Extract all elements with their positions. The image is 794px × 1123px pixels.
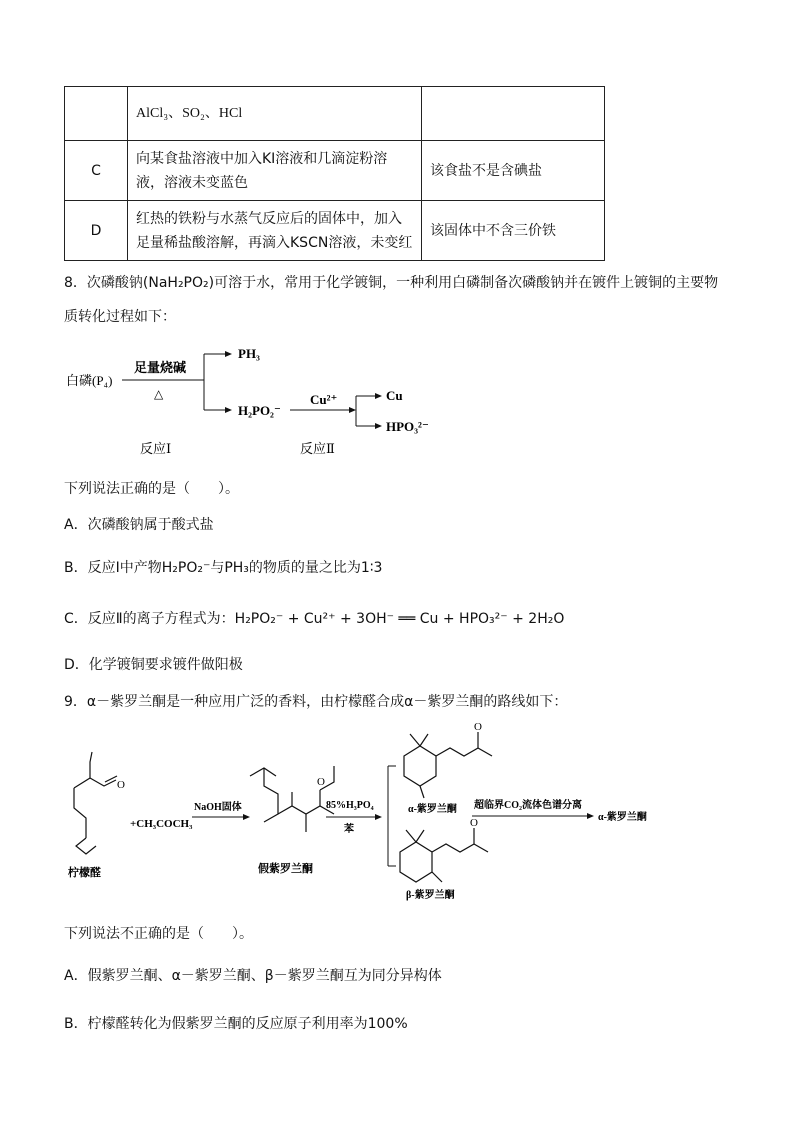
final-product: α-紫罗兰酮 bbox=[598, 812, 647, 823]
pseudoionone-label: 假紫罗兰酮 bbox=[258, 863, 313, 875]
product-cu: Cu bbox=[386, 388, 403, 403]
arrow-head bbox=[225, 351, 232, 357]
experiment-table bbox=[64, 86, 605, 261]
start-material: 白磷(P₄) bbox=[66, 373, 113, 388]
arrow-head bbox=[375, 393, 382, 399]
row-content: 红热的铁粉与水蒸气反应后的固体中，加入足量稀盐酸溶解，再滴入KSCN溶液，未变红 bbox=[128, 201, 422, 261]
product-h2po2: H₂PO₂⁻ bbox=[238, 403, 281, 418]
q8-reaction-diagram bbox=[60, 338, 480, 463]
label-reaction2: 反应Ⅱ bbox=[300, 441, 335, 456]
product-hpo3: HPO₃²⁻ bbox=[386, 419, 429, 434]
svg-text:O: O bbox=[474, 722, 482, 733]
arrow-head bbox=[349, 407, 356, 413]
beta-ionone-structure bbox=[400, 828, 488, 882]
table-row bbox=[65, 201, 605, 261]
arrow-head bbox=[225, 407, 232, 413]
arrow-head bbox=[375, 423, 382, 429]
q8-stem-line1: 8．次磷酸钠(NaH₂PO₂)可溶于水，常用于化学镀铜，一种利用白磷制备次磷酸钠并在镀件上镀铜的主要物 bbox=[64, 275, 719, 291]
q8-option-d: D．化学镀铜要求镀件做阳极 bbox=[64, 657, 243, 673]
svg-text:O: O bbox=[317, 776, 325, 788]
arrow-head bbox=[375, 814, 382, 820]
solvent-benzene: 苯 bbox=[344, 824, 354, 835]
condition1: △ bbox=[154, 387, 164, 401]
q8-prompt: 下列说法正确的是（ ）。 bbox=[64, 481, 239, 497]
arrow-head bbox=[243, 814, 250, 820]
reagent-naoh: NaOH固体 bbox=[194, 802, 242, 813]
alpha-ionone-label: α-紫罗兰酮 bbox=[408, 804, 457, 815]
citral-structure bbox=[74, 752, 117, 854]
row-conclusion bbox=[422, 87, 605, 141]
table-row bbox=[65, 87, 605, 141]
q8-option-b: B．反应Ⅰ中产物H₂PO₂⁻与PH₃的物质的量之比为1∶3 bbox=[64, 560, 383, 576]
q9-prompt: 下列说法不正确的是（ ）。 bbox=[64, 926, 253, 942]
reagent-h3po4: 85%H₃PO₄ bbox=[326, 800, 374, 811]
beta-ionone-label: β-紫罗兰酮 bbox=[406, 890, 455, 901]
q8-stem-line2: 质转化过程如下： bbox=[64, 309, 176, 325]
q9-option-a: A．假紫罗兰酮、α－紫罗兰酮、β－紫罗兰酮互为同分异构体 bbox=[64, 968, 442, 984]
row-conclusion: 该固体中不含三价铁 bbox=[422, 201, 605, 261]
q9-stem: 9．α－紫罗兰酮是一种应用广泛的香料，由柠檬醛合成α－紫罗兰酮的路线如下： bbox=[64, 694, 568, 710]
table-row bbox=[65, 141, 605, 201]
row-label bbox=[65, 87, 128, 141]
separation-label: 超临界CO₂流体色谱分离 bbox=[474, 800, 582, 811]
citral-label: 柠檬醛 bbox=[68, 867, 101, 879]
q8-option-a: A．次磷酸钠属于酸式盐 bbox=[64, 517, 214, 533]
q8-option-c: C．反应Ⅱ的离子方程式为：H₂PO₂⁻ + Cu²⁺ + 3OH⁻ ══ Cu + HPO₃²⁻ + 2H₂O bbox=[64, 611, 565, 627]
q9-option-b: B．柠檬醛转化为假紫罗兰酮的反应原子利用率为100% bbox=[64, 1016, 408, 1032]
row-conclusion: 该食盐不是含碘盐 bbox=[422, 141, 605, 201]
row-label: D bbox=[65, 201, 128, 261]
alpha-ionone-structure bbox=[404, 732, 492, 798]
q9-synthesis-diagram bbox=[64, 722, 684, 907]
reagent1: 足量烧碱 bbox=[134, 360, 187, 375]
acetone: +CH₃COCH₃ bbox=[130, 818, 193, 830]
svg-text:O: O bbox=[117, 779, 125, 791]
row-content: AlCl₃、SO₂、HCl bbox=[128, 87, 422, 141]
product-ph3: PH₃ bbox=[238, 346, 260, 361]
svg-text:O: O bbox=[470, 817, 478, 829]
label-reaction1: 反应Ⅰ bbox=[140, 441, 172, 456]
row-content: 向某食盐溶液中加入KI溶液和几滴淀粉溶液，溶液未变蓝色 bbox=[128, 141, 422, 201]
row-label: C bbox=[65, 141, 128, 201]
reagent2: Cu²⁺ bbox=[310, 392, 338, 407]
arrow-head bbox=[587, 813, 594, 819]
